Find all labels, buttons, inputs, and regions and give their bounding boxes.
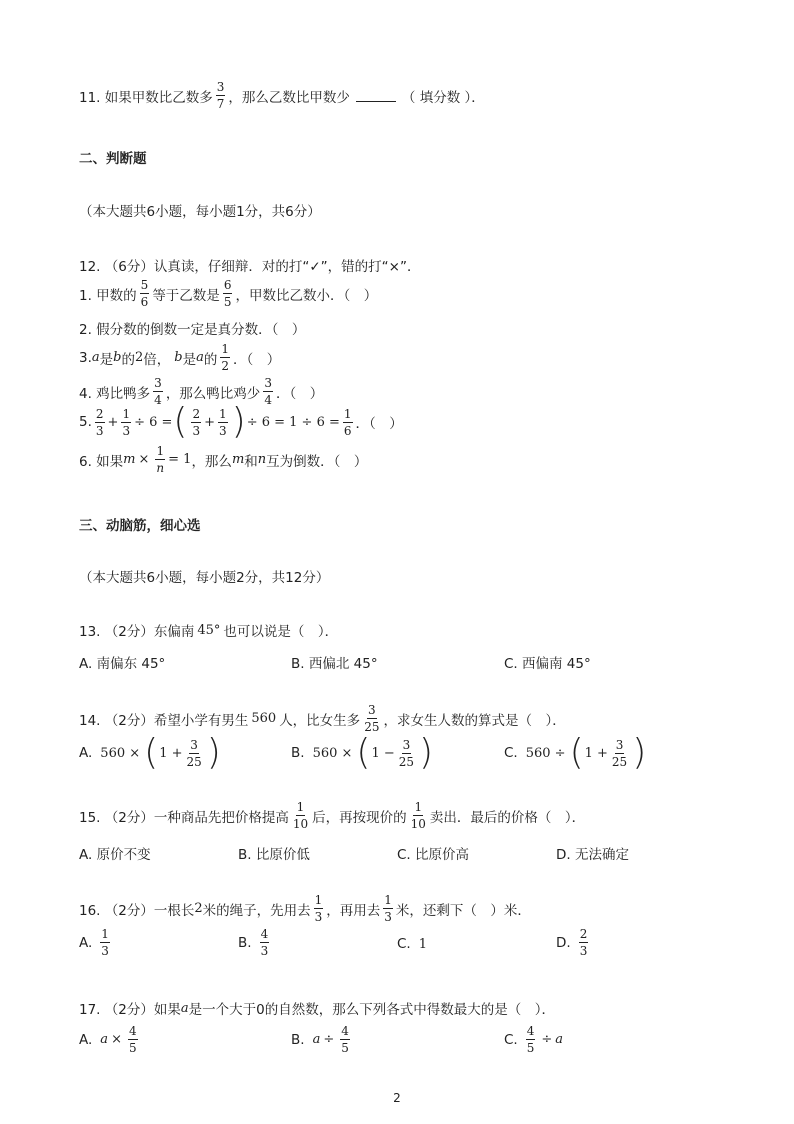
fraction: $\frac{1}{6}$: [343, 406, 352, 438]
section-2-note: （本大题共6小题，每小题1分，共6分）: [79, 204, 321, 220]
fraction: $\frac{1}{3}$: [101, 927, 109, 958]
q12-statement-1: 1. 甲数的 $\frac{5}{6}$ 等于乙数是 $\frac{6}{5}$ ，甲数比乙数小．（ ）: [79, 278, 378, 309]
q11-lead: 11. 如果甲数比乙数多: [79, 89, 213, 106]
q17-option-b[interactable]: B. a ÷ $\frac{4}{5}$: [291, 1024, 349, 1055]
fraction: $\frac{1}{3}$: [384, 893, 392, 924]
q16-option-a[interactable]: A. $\frac{1}{3}$: [79, 927, 109, 958]
page-number: 2: [393, 1091, 401, 1105]
q12-statement-3: 3. a 是 b 的 2 倍， b 是 a 的 $\frac{1}{2}$ ．（ ）: [79, 342, 281, 373]
fraction: $\frac{3}{25}$: [611, 737, 628, 769]
q15-option-b[interactable]: B. 比原价低: [238, 847, 310, 863]
q17-option-a[interactable]: A. a × $\frac{4}{5}$: [79, 1024, 137, 1055]
q11-mid: ，那么乙数比甲数少: [228, 89, 350, 106]
q14-option-b[interactable]: B. 560 × ( 1 − $\frac{3}{25}$ ): [291, 732, 434, 773]
right-paren: ): [231, 401, 246, 442]
answer-blank[interactable]: [356, 89, 396, 102]
q12-statement-4: 4. 鸡比鸭多 $\frac{3}{4}$ ，那么鸭比鸡少 $\frac{3}{4}$ ．（ ）: [79, 376, 324, 407]
fraction: $\frac{5}{6}$: [140, 278, 149, 309]
fraction: $\frac{6}{5}$: [223, 278, 232, 309]
q17-option-c[interactable]: C. $\frac{4}{5}$ ÷ a: [504, 1024, 564, 1055]
fraction: $\frac{1}{10}$: [410, 800, 426, 831]
q16-option-d[interactable]: D. $\frac{2}{3}$: [556, 927, 588, 958]
question-15-stem: 15. （2分）一种商品先把价格提高 $\frac{1}{10}$ 后，再按现价的 $\frac{1}{10}$ 卖出．最后的价格（ ）．: [79, 800, 586, 831]
question-13-stem: 13. （2分）东偏南 45° 也可以说是（ ）．: [79, 622, 339, 640]
q13-option-c[interactable]: C. 西偏南 45°: [504, 656, 591, 672]
fraction: $\frac{4}{5}$: [526, 1024, 535, 1055]
section-3-title: 三、动脑筋，细心选: [79, 518, 201, 534]
q12-statement-6: 6. 如果 m × $\frac{1}{n}$ = 1 ，那么 m 和 n 互为倒数．（ ）: [79, 444, 368, 475]
q13-option-a[interactable]: A. 南偏东 45°: [79, 656, 166, 672]
q15-option-d[interactable]: D. 无法确定: [556, 847, 629, 863]
fraction: $\frac{3}{4}$: [154, 376, 162, 407]
fraction: $\frac{3}{25}$: [364, 703, 380, 734]
q14-option-c[interactable]: C. 560 ÷ ( 1 + $\frac{3}{25}$ ): [504, 732, 647, 773]
q16-option-b[interactable]: B. $\frac{4}{3}$: [238, 927, 269, 958]
q11-tail: （ 填分数 ）．: [401, 89, 485, 106]
question-16-stem: 16. （2分）一根长 2 米的绳子，先用去 $\frac{1}{3}$ ，再用去 $\frac{1}{3}$ 米，还剩下（ ）米．: [79, 893, 531, 924]
q14-option-a[interactable]: A. 560 × ( 1 + $\frac{3}{25}$ ): [79, 732, 221, 773]
q12-statement-5: 5. $\frac{2}{3}$ + $\frac{1}{3}$ ÷ 6 = ( $\frac{2}{3}$ + $\frac{1}{3}$ ) ÷ 6 = 1 ÷ 6 = $\frac{1}{6}$ ．（ ）: [79, 401, 403, 442]
fraction: $\frac{1}{3}$: [219, 406, 227, 438]
fraction: $\frac{2}{3}$: [579, 927, 588, 958]
fraction: $\frac{3}{25}$: [186, 737, 202, 769]
fraction: $\frac{3}{25}$: [398, 737, 415, 769]
q11-fraction: $\frac{3}{7}$: [216, 80, 225, 111]
question-11: [79, 80, 485, 111]
q12-statement-2: 2. 假分数的倒数一定是真分数．（ ）: [79, 322, 306, 338]
fraction: $\frac{1}{10}$: [292, 800, 309, 831]
q15-option-c[interactable]: C. 比原价高: [397, 847, 470, 863]
fraction: $\frac{3}{4}$: [264, 376, 272, 407]
question-14-stem: 14. （2分）希望小学有男生 560 人，比女生多 $\frac{3}{25}$ ，求女生人数的算式是（ ）．: [79, 703, 566, 734]
fraction: $\frac{1}{3}$: [122, 406, 131, 438]
left-paren: (: [173, 401, 188, 442]
fraction: $\frac{2}{3}$: [95, 406, 104, 438]
fraction: $\frac{2}{3}$: [192, 406, 201, 438]
fraction: $\frac{4}{5}$: [128, 1024, 137, 1055]
fraction: $\frac{1}{3}$: [314, 893, 323, 924]
question-17-stem: 17. （2分）如果 a 是一个大于0的自然数，那么下列各式中得数最大的是（ ）．: [79, 1000, 555, 1018]
q13-option-b[interactable]: B. 西偏北 45°: [291, 656, 378, 672]
fraction: $\frac{1}{n}$: [156, 444, 165, 475]
fraction: $\frac{4}{5}$: [341, 1024, 349, 1055]
section-3-note: （本大题共6小题，每小题2分，共12分）: [79, 570, 330, 586]
fraction: $\frac{1}{2}$: [221, 342, 229, 373]
fraction: $\frac{4}{3}$: [260, 927, 269, 958]
q16-option-c[interactable]: C. 1: [397, 936, 427, 952]
question-12-stem: 12. （6分）认真读，仔细辩．对的打“✓”，错的打“×”．: [79, 259, 421, 275]
q15-option-a[interactable]: A. 原价不变: [79, 847, 151, 863]
section-2-title: 二、判断题: [79, 151, 147, 167]
